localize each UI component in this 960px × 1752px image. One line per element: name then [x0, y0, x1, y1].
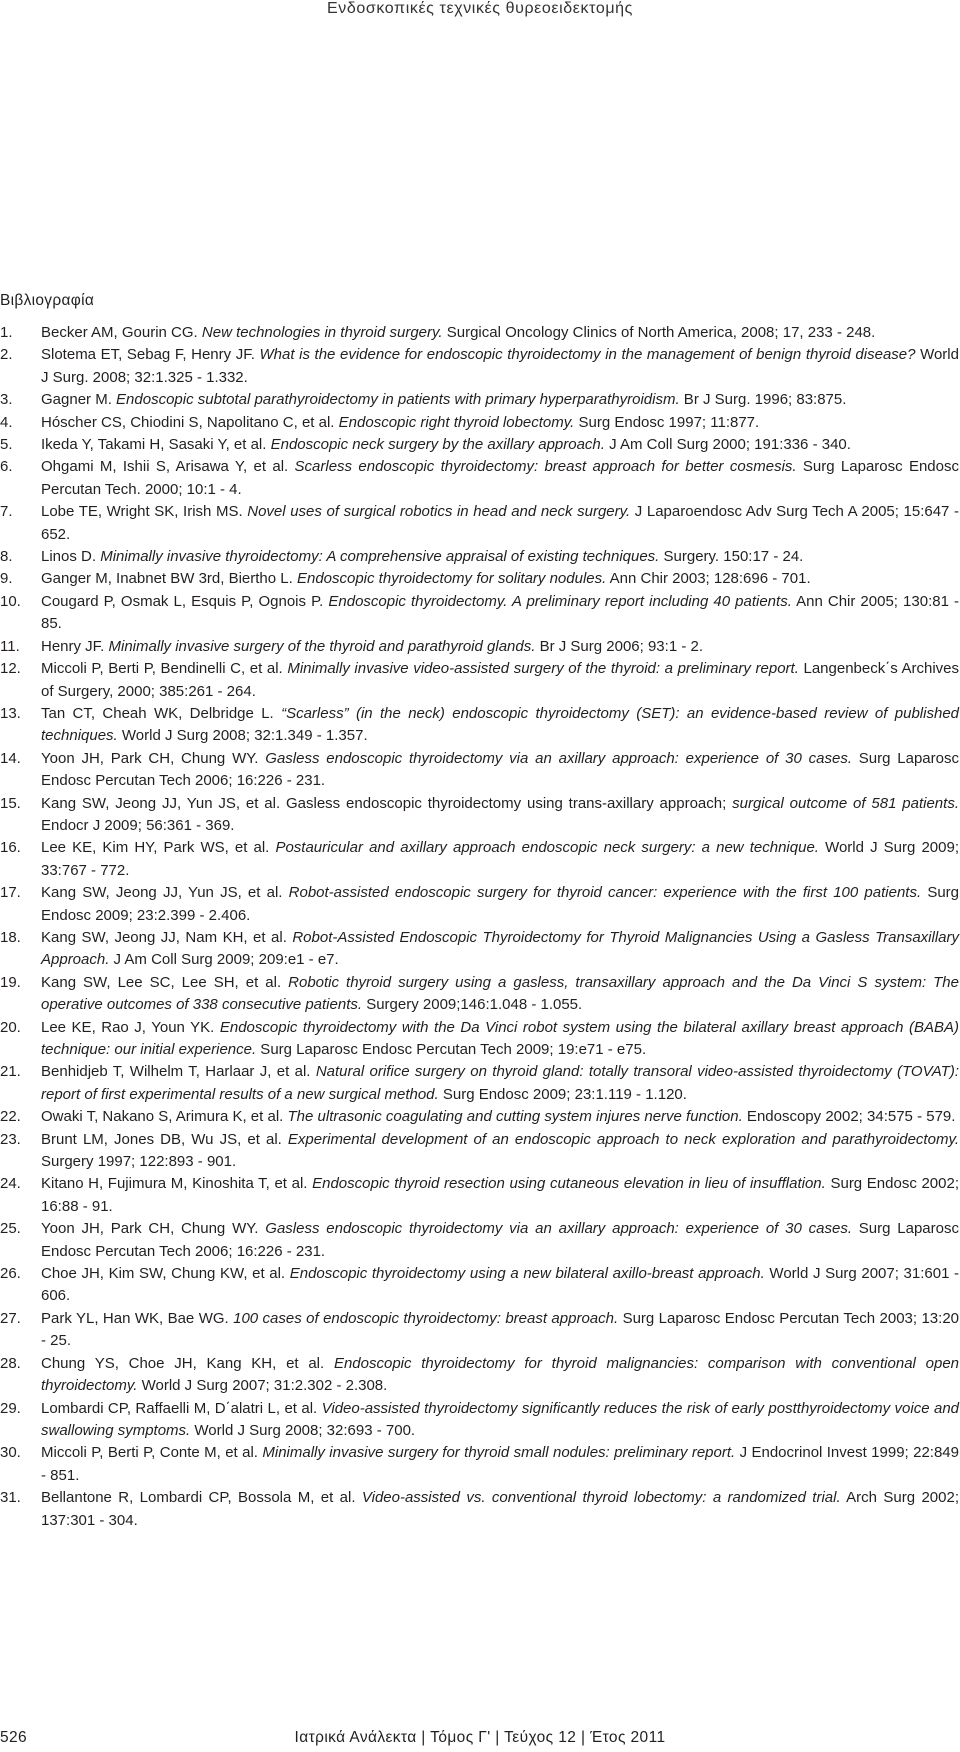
- reference-source: Surg Laparosc Endosc Percutan Tech 2006; 16:226 - 231.: [41, 1220, 959, 1260]
- reference-text: [41, 1263, 959, 1308]
- reference-authors: Miccoli P, Berti P, Conte M, et al.: [41, 1444, 263, 1462]
- reference-number: 22.: [0, 1108, 21, 1126]
- reference-text: [41, 837, 959, 882]
- reference-title: surgical outcome of 581 patients.: [732, 794, 959, 812]
- reference-source: Br J Surg. 1996; 83:875.: [679, 391, 847, 409]
- reference-number: 19.: [0, 973, 21, 991]
- reference-source: World J Surg 2008; 32:1.349 - 1.357.: [117, 727, 368, 745]
- reference-title: Robot-assisted endoscopic surgery for thyroid cancer: experience with the first 100 patients.: [288, 884, 922, 902]
- reference-number: 27.: [0, 1309, 21, 1327]
- reference-text: [41, 1308, 959, 1353]
- reference-text: [41, 1398, 959, 1443]
- reference-title: Endoscopic thyroidectomy for solitary nodules.: [296, 570, 607, 588]
- reference-title: Robotic thyroid surgery using a gasless, transaxillary approach and the Da Vinci S system: The operative outcomes of 338 consecutive patients.: [41, 973, 959, 1014]
- reference-title: Robot-Assisted Endoscopic Thyroidectomy for Thyroid Malignancies Using a Gasless Transaxillary Approach.: [41, 928, 959, 969]
- reference-item: [0, 1061, 960, 1106]
- reference-item: [0, 344, 960, 389]
- reference-source: Surg Endosc 2009; 23:1.119 - 1.120.: [438, 1085, 687, 1103]
- reference-authors: Chung YS, Choe JH, Kang KH, et al.: [41, 1354, 334, 1372]
- reference-number: 29.: [0, 1399, 21, 1417]
- reference-item: [0, 793, 960, 838]
- reference-item: [0, 1487, 960, 1532]
- reference-source: Surg Endosc 2009; 23:2.399 - 2.406.: [41, 884, 960, 924]
- reference-text: [41, 591, 959, 636]
- reference-number: 16.: [0, 839, 21, 857]
- reference-authors: Cougard P, Osmak L, Esquis P, Ognois P.: [41, 592, 329, 610]
- reference-item: [0, 837, 960, 882]
- reference-number: 26.: [0, 1265, 21, 1283]
- reference-authors: Kang SW, Jeong JJ, Yun JS, et al.: [41, 884, 289, 902]
- reference-number: 9.: [0, 570, 13, 588]
- reference-source: Surgery 2009;146:1.048 - 1.055.: [362, 996, 583, 1014]
- reference-authors: Kang SW, Jeong JJ, Nam KH, et al.: [41, 928, 293, 946]
- reference-source: Surg Laparosc Endosc Percutan Tech 2003; 13:20 - 25.: [41, 1309, 960, 1350]
- reference-source: Endoscopy 2002; 34:575 - 579.: [742, 1108, 956, 1126]
- reference-item: [0, 1442, 960, 1487]
- reference-title: Endoscopic neck surgery by the axillary approach.: [270, 436, 605, 454]
- reference-authors: Slotema ET, Sebag F, Henry JF.: [41, 346, 260, 364]
- reference-number: 20.: [0, 1018, 21, 1036]
- reference-authors: Tan CT, Cheah WK, Delbridge L.: [41, 704, 282, 722]
- reference-text: [41, 546, 959, 568]
- reference-item: [0, 1353, 960, 1398]
- reference-text: [41, 793, 959, 838]
- reference-source: Ann Chir 2003; 128:696 - 701.: [606, 570, 811, 588]
- reference-authors: Choe JH, Kim SW, Chung KW, et al.: [41, 1265, 290, 1283]
- reference-number: 5.: [0, 436, 13, 454]
- reference-authors: Yoon JH, Park CH, Chung WY.: [41, 749, 266, 767]
- reference-number: 14.: [0, 749, 21, 767]
- reference-number: 28.: [0, 1354, 21, 1372]
- reference-source: Surgery 1997; 122:893 - 901.: [41, 1153, 237, 1171]
- reference-number: 24.: [0, 1175, 21, 1193]
- reference-text: [41, 1017, 959, 1062]
- reference-source: Br J Surg 2006; 93:1 - 2.: [535, 637, 703, 655]
- reference-item: [0, 1106, 960, 1128]
- reference-authors: Becker AM, Gourin CG.: [41, 324, 202, 341]
- reference-source: World J Surg 2008; 32:693 - 700.: [190, 1421, 416, 1439]
- reference-title: Minimally invasive thyroidectomy: A comprehensive appraisal of existing techniques.: [100, 548, 660, 566]
- reference-title: Endoscopic thyroidectomy using a new bilateral axillo-breast approach.: [289, 1265, 765, 1283]
- page-footer: [0, 1729, 960, 1749]
- reference-number: 30.: [0, 1444, 21, 1462]
- reference-text: [41, 972, 959, 1017]
- reference-item: [0, 972, 960, 1017]
- reference-item: [0, 501, 960, 546]
- reference-text: [41, 412, 959, 434]
- reference-authors: Lee KE, Kim HY, Park WS, et al.: [41, 839, 276, 857]
- reference-item: [0, 1017, 960, 1062]
- reference-title: 100 cases of endoscopic thyroidectomy: breast approach.: [233, 1309, 619, 1327]
- reference-title: “Scarless” (in the neck) endoscopic thyroidectomy (SET): an evidence-based review of published techniques.: [41, 704, 959, 745]
- reference-item: [0, 456, 960, 501]
- reference-item: [0, 927, 960, 972]
- reference-number: 23.: [0, 1130, 21, 1148]
- reference-source: Ann Chir 2005; 130:81 - 85.: [41, 592, 959, 633]
- reference-title: Endoscopic right thyroid lobectomy.: [338, 413, 575, 431]
- reference-item: [0, 1173, 960, 1218]
- reference-item: [0, 703, 960, 748]
- reference-item: [0, 389, 960, 411]
- reference-item: [0, 882, 960, 927]
- reference-title: Novel uses of surgical robotics in head and neck surgery.: [247, 503, 631, 521]
- reference-item: [0, 434, 960, 456]
- reference-item: [0, 1129, 960, 1174]
- reference-text: [41, 1218, 959, 1263]
- reference-text: [41, 703, 959, 748]
- reference-authors: Lee KE, Rao J, Youn YK.: [41, 1018, 220, 1036]
- reference-number: 7.: [0, 503, 13, 521]
- reference-title: Minimally invasive surgery of the thyroid and parathyroid glands.: [108, 637, 536, 655]
- reference-number: 15.: [0, 794, 21, 812]
- reference-title: Endoscopic thyroidectomy. A preliminary report including 40 patients.: [328, 592, 792, 610]
- reference-title: Endoscopic thyroidectomy for thyroid malignancies: comparison with conventional open thyroidectomy.: [41, 1354, 960, 1395]
- section-title: Βιβλιογραφία: [0, 292, 95, 309]
- reference-authors: Benhidjeb T, Wilhelm T, Harlaar J, et al.: [41, 1063, 316, 1081]
- reference-title: Scarless endoscopic thyroidectomy: breast approach for better cosmesis.: [294, 458, 797, 476]
- reference-authors: Lobe TE, Wright SK, Irish MS.: [41, 503, 248, 521]
- reference-authors: Lombardi CP, Raffaelli M, D΄alatri L, et al.: [41, 1399, 322, 1417]
- reference-text: [41, 322, 959, 344]
- reference-number: 10.: [0, 592, 21, 610]
- reference-authors: Hóscher CS, Chiodini S, Napolitano C, et al.: [41, 413, 339, 431]
- reference-title: The ultrasonic coagulating and cutting system injures nerve function.: [287, 1108, 743, 1126]
- reference-text: [41, 1106, 959, 1128]
- reference-source: Surg Laparosc Endosc Percutan Tech 2009; 19:e71 - e75.: [256, 1041, 647, 1058]
- reference-authors: Owaki T, Nakano S, Arimura K, et al.: [41, 1108, 288, 1126]
- reference-source: Surg Endosc 2002; 16:88 - 91.: [41, 1175, 959, 1215]
- reference-item: [0, 748, 960, 793]
- reference-text: [41, 1061, 959, 1106]
- reference-text: [41, 1353, 959, 1398]
- reference-title: Endoscopic subtotal parathyroidectomy in patients with primary hyperparathyroidism.: [116, 391, 680, 409]
- reference-source: J Endocrinol Invest 1999; 22:849 - 851.: [41, 1444, 959, 1484]
- reference-list: [0, 322, 960, 1532]
- reference-item: [0, 636, 960, 658]
- reference-number: 25.: [0, 1220, 21, 1238]
- reference-item: [0, 1398, 960, 1443]
- reference-source: Surgery. 150:17 - 24.: [659, 548, 804, 566]
- reference-authors: Ganger M, Inabnet BW 3rd, Biertho L.: [41, 570, 297, 588]
- reference-item: [0, 568, 960, 590]
- reference-source: Surgical Oncology Clinics of North America, 2008; 17, 233 - 248.: [442, 324, 876, 341]
- reference-number: 31.: [0, 1489, 21, 1507]
- reference-item: [0, 591, 960, 636]
- reference-title: Gasless endoscopic thyroidectomy via an axillary approach: experience of 30 cases.: [265, 1220, 852, 1238]
- reference-item: [0, 546, 960, 568]
- reference-source: J Am Coll Surg 2009; 209:e1 - e7.: [109, 951, 339, 969]
- reference-source: World J Surg. 2008; 32:1.325 - 1.332.: [41, 346, 959, 386]
- reference-source: Endocr J 2009; 56:361 - 369.: [41, 816, 235, 834]
- reference-item: [0, 322, 960, 344]
- reference-text: [41, 344, 959, 389]
- reference-title: Minimally invasive video-assisted surgery of the thyroid: a preliminary report.: [287, 660, 799, 678]
- reference-title: Postauricular and axillary approach endoscopic neck surgery: a new technique.: [275, 839, 819, 857]
- reference-authors: Yoon JH, Park CH, Chung WY.: [41, 1220, 266, 1238]
- reference-title: What is the evidence for endoscopic thyroidectomy in the management of benign thyroid disease?: [259, 346, 916, 364]
- reference-item: [0, 1218, 960, 1263]
- reference-number: 1.: [0, 324, 13, 341]
- reference-text: [41, 658, 959, 703]
- reference-authors: Kang SW, Lee SC, Lee SH, et al.: [41, 973, 289, 991]
- reference-item: [0, 1308, 960, 1353]
- reference-source: Arch Surg 2002; 137:301 - 304.: [41, 1489, 959, 1529]
- reference-source: J Laparoendosc Adv Surg Tech A 2005; 15:647 - 652.: [41, 503, 959, 543]
- reference-text: [41, 1173, 959, 1218]
- reference-title: Video-assisted thyroidectomy significantly reduces the risk of early postthyroidectomy voice and swallowing symptoms.: [41, 1399, 960, 1439]
- reference-source: World J Surg 2007; 31:601 - 606.: [41, 1265, 960, 1305]
- reference-source: Langenbeck΄s Archives of Surgery, 2000; 385:261 - 264.: [41, 660, 960, 700]
- reference-authors: Park YL, Han WK, Bae WG.: [41, 1309, 234, 1327]
- reference-text: [41, 636, 959, 658]
- reference-item: [0, 658, 960, 703]
- reference-item: [0, 412, 960, 434]
- reference-text: [41, 927, 959, 972]
- reference-source: Surg Laparosc Endosc Percutan Tech. 2000; 10:1 - 4.: [41, 458, 959, 498]
- reference-number: 4.: [0, 413, 13, 431]
- running-header: Ενδοσκοπικές τεχνικές θυρεοειδεκτομής: [327, 0, 633, 17]
- reference-number: 8.: [0, 548, 13, 566]
- reference-title: Natural orifice surgery on thyroid gland: totally transoral video-assisted thyroidectomy (TOVAT): report of first experimental results of a new surgical method.: [41, 1063, 959, 1103]
- reference-title: Video-assisted vs. conventional thyroid lobectomy: a randomized trial.: [361, 1489, 841, 1507]
- reference-text: [41, 882, 959, 927]
- reference-title: Endoscopic thyroid resection using cutaneous elevation in lieu of insufflation.: [312, 1175, 826, 1193]
- reference-number: 17.: [0, 884, 21, 902]
- reference-authors: Gagner M.: [41, 391, 117, 409]
- reference-number: 11.: [0, 637, 20, 655]
- reference-title: Experimental development of an endoscopic approach to neck exploration and parathyroidectomy.: [287, 1130, 959, 1148]
- reference-number: 2.: [0, 346, 13, 364]
- reference-text: [41, 1487, 959, 1532]
- reference-authors: Kang SW, Jeong JJ, Yun JS, et al. Gasless endoscopic thyroidectomy using trans-axillary approach;: [41, 794, 733, 812]
- reference-authors: Linos D.: [41, 548, 101, 566]
- reference-title: Endoscopic thyroidectomy with the Da Vinci robot system using the bilateral axillary breast approach (BABA) technique: our initial experience.: [41, 1018, 959, 1058]
- reference-number: 6.: [0, 458, 13, 476]
- reference-text: [41, 434, 959, 456]
- reference-source: World J Surg 2009; 33:767 - 772.: [41, 839, 959, 879]
- reference-number: 18.: [0, 928, 21, 946]
- reference-authors: Brunt LM, Jones DB, Wu JS, et al.: [41, 1130, 288, 1148]
- reference-source: J Am Coll Surg 2000; 191:336 - 340.: [604, 436, 851, 454]
- reference-text: [41, 568, 959, 590]
- reference-text: [41, 389, 959, 411]
- reference-number: 12.: [0, 660, 21, 678]
- reference-text: [41, 501, 959, 546]
- reference-number: 21.: [0, 1063, 21, 1081]
- reference-text: [41, 748, 959, 793]
- reference-text: [41, 1129, 959, 1174]
- reference-authors: Ohgami M, Ishii S, Arisawa Y, et al.: [41, 458, 295, 476]
- reference-number: 3.: [0, 391, 13, 409]
- reference-text: [41, 1442, 959, 1487]
- reference-authors: Miccoli P, Berti P, Bendinelli C, et al.: [41, 660, 288, 678]
- journal-footer-line: Ιατρικά Ανάλεκτα | Τόμος Γ' | Τεύχος 12 | Έτος 2011: [294, 1729, 666, 1746]
- reference-title: Minimally invasive surgery for thyroid small nodules: preliminary report.: [262, 1444, 736, 1462]
- reference-authors: Ikeda Y, Takami H, Sasaki Y, et al.: [41, 436, 271, 454]
- reference-text: [41, 456, 959, 501]
- reference-authors: Kitano H, Fujimura M, Kinoshita T, et al.: [41, 1175, 313, 1193]
- reference-authors: Bellantone R, Lombardi CP, Bossola M, et al.: [41, 1489, 362, 1507]
- reference-source: World J Surg 2007; 31:2.302 - 2.308.: [137, 1377, 388, 1395]
- reference-title: New technologies in thyroid surgery.: [201, 324, 443, 341]
- reference-authors: Henry JF.: [41, 637, 109, 655]
- page-number: 526: [0, 1729, 28, 1746]
- reference-source: Surg Laparosc Endosc Percutan Tech 2006; 16:226 - 231.: [41, 749, 959, 790]
- reference-source: Surg Endosc 1997; 11:877.: [574, 413, 760, 431]
- reference-number: 13.: [0, 704, 21, 722]
- reference-item: [0, 1263, 960, 1308]
- reference-title: Gasless endoscopic thyroidectomy via an axillary approach: experience of 30 cases.: [265, 749, 852, 767]
